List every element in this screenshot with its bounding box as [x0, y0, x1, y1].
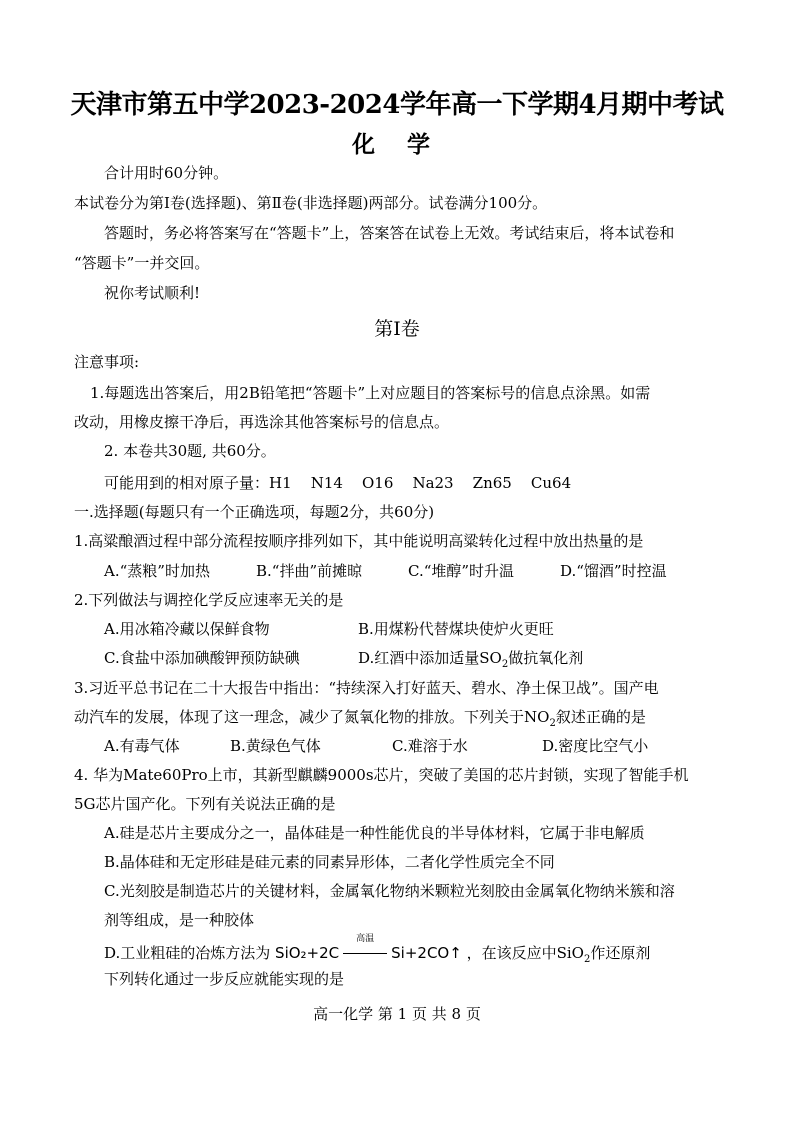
q1-option-c[interactable]: C.“堆醇”时升温 — [408, 562, 515, 580]
q2-option-c[interactable]: C.食盐中添加碘酸钾预防缺碘 — [104, 649, 300, 667]
q2-option-d-text: D.红酒中添加适量SO — [358, 649, 502, 667]
subject-title: 化 学 — [351, 131, 442, 158]
equation-condition — [341, 934, 389, 963]
part-heading: 一.选择题(每题只有一个正确选项，每题2分，共60分) — [74, 503, 435, 521]
note-2: 2. 本卷共30题, 共60分。 — [104, 442, 276, 460]
answer-note-line-2: “答题卡”一并交回。 — [74, 254, 210, 272]
note-1-line-1: 1.每题选出答案后，用2B铅笔把“答题卡”上对应题目的答案标号的信息点涂黑。如需 — [90, 384, 651, 402]
atomic-masses: 可能用到的相对原子量：H1 N14 O16 Na23 Zn65 Cu64 — [104, 474, 572, 492]
q2-option-d-tail: 做抗氧化剂 — [508, 649, 584, 667]
section-title: 第Ⅰ卷 — [374, 318, 420, 340]
q3-option-d[interactable]: D.密度比空气小 — [542, 737, 649, 755]
q3-stem-text: 动汽车的发展，体现了这一理念，减少了氮氧化物的排放。下列关于NO — [74, 708, 550, 726]
q1-option-a[interactable]: A.“蒸粮”时加热 — [104, 562, 210, 580]
q4-option-d-tail-text: ，在该反应中SiO — [466, 944, 584, 962]
time-limit: 合计用时60分钟。 — [104, 164, 229, 182]
q4-option-c-line-2: 剂等组成，是一种胶体 — [104, 911, 255, 929]
good-luck: 祝你考试顺利! — [104, 284, 201, 302]
q3-stem-tail: 叙述正确的是 — [555, 708, 646, 726]
equals-line — [343, 953, 387, 954]
q1-option-d[interactable]: D.“馏酒”时控温 — [560, 562, 667, 580]
question-2-stem: 2.下列做法与调控化学反应速率无关的是 — [74, 591, 344, 609]
reaction-equation — [275, 934, 467, 962]
q4-option-c-line-1[interactable]: C.光刻胶是制造芯片的关键材料，金属氧化物纳米颗粒光刻胶由金属氧化物纳米簇和溶 — [104, 882, 675, 900]
exam-title: 天津市第五中学2023-2024学年高一下学期4月期中考试 — [70, 90, 724, 120]
q4-option-d-tail: 作还原剂 — [590, 944, 651, 962]
q4-option-a[interactable]: A.硅是芯片主要成分之一，晶体硅是一种性能优良的半导体材料，它属于非电解质 — [104, 824, 645, 842]
q3-stem-subscript: 2 — [549, 718, 556, 729]
answer-note-line-1: 答题时，务必将答案写在“答题卡”上，答案答在试卷上无效。考试结束后，将本试卷和 — [104, 224, 675, 242]
question-1-stem: 1.高粱酿酒过程中部分流程按顺序排列如下，其中能说明高粱转化过程中放出热量的是 — [74, 532, 644, 550]
question-5-stem: 下列转化通过一步反应就能实现的是 — [104, 970, 345, 988]
q4-option-d[interactable] — [104, 934, 651, 970]
equation-reactants: SiO₂+2C — [275, 944, 340, 962]
q3-option-c[interactable]: C.难溶于水 — [392, 737, 468, 755]
question-4-stem-line-1: 4. 华为Mate60Pro上市，其新型麒麟9000s芯片，突破了美国的芯片封锁，实现了智能手机 — [74, 766, 689, 784]
q2-option-b[interactable]: B.用煤粉代替煤块使炉火更旺 — [358, 620, 554, 638]
equation-products: Si+2CO↑ — [391, 944, 462, 962]
question-3-stem-line-2 — [74, 707, 646, 734]
q2-option-d-subscript: 2 — [501, 659, 509, 670]
page-footer: 高一化学 第 1 页 共 8 页 — [313, 1005, 481, 1023]
q2-option-a[interactable]: A.用冰箱冷藏以保鲜食物 — [104, 620, 270, 638]
question-3-stem-line-1: 3.习近平总书记在二十大报告中指出：“持续深入打好蓝天、碧水、净土保卫战”。国产电 — [74, 679, 659, 697]
q3-option-b[interactable]: B.黄绿色气体 — [230, 737, 321, 755]
q4-option-b[interactable]: B.晶体硅和无定形硅是硅元素的同素异形体，二者化学性质完全不同 — [104, 853, 555, 871]
condition-label: 高温 — [356, 934, 375, 944]
notes-heading: 注意事项: — [74, 353, 140, 371]
q2-option-d[interactable] — [358, 648, 583, 675]
question-4-stem-line-2: 5G芯片国产化。下列有关说法正确的是 — [74, 795, 336, 813]
q4-option-d-subscript: 2 — [583, 954, 591, 965]
note-1-line-2: 改动，用橡皮擦干净后，再选涂其他答案标号的信息点。 — [74, 413, 450, 431]
paper-parts: 本试卷分为第Ⅰ卷(选择题)、第Ⅱ卷(非选择题)两部分。试卷满分100分。 — [74, 194, 548, 212]
q3-option-a[interactable]: A.有毒气体 — [104, 737, 180, 755]
q1-option-b[interactable]: B.“拌曲”前摊晾 — [256, 562, 363, 580]
q4-option-d-text: D.工业粗硅的冶炼方法为 — [104, 944, 271, 962]
